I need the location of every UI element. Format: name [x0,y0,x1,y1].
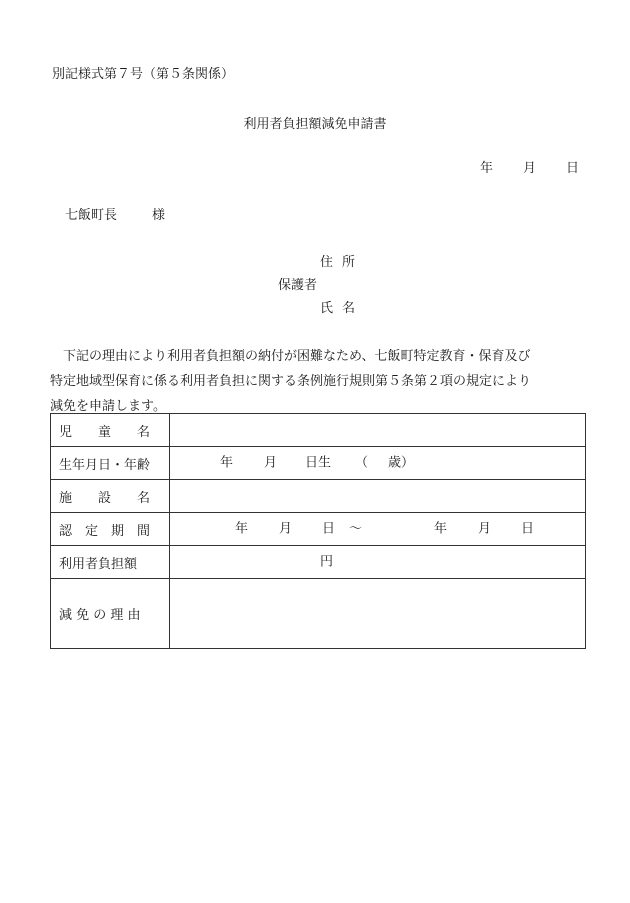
date-year-label: 年 [480,161,494,176]
yen-label: 円 [320,554,334,570]
date-month-label: 月 [523,161,537,176]
period-end-day-label: 日 [521,521,535,537]
age-open-paren: （ [355,455,369,471]
table-row-reduction-reason [51,579,586,649]
birth-year-label: 年 [220,455,234,471]
table-row-birthdate-age [51,447,586,480]
birthdate-age-field[interactable] [170,447,586,480]
birthdate-age-label: 生年月日・年齢 [51,447,170,480]
form-number: 別記様式第７号（第５条関係） [52,67,235,82]
addressee-honorific: 様 [152,208,166,223]
birth-day-label: 日生 [305,455,332,471]
table-row-child-name [51,414,586,447]
document-title: 利用者負担額減免申請書 [243,117,387,132]
table-row-facility-name [51,480,586,513]
certification-period-label: 認 定 期 間 [51,513,170,546]
period-start-month-label: 月 [279,521,293,537]
certification-period-field[interactable] [170,513,586,546]
reduction-reason-field[interactable] [170,579,586,649]
period-end-month-label: 月 [478,521,492,537]
reduction-reason-label: 減 免 の 理 由 [51,579,170,649]
child-name-field[interactable] [170,414,586,447]
period-start-year-label: 年 [235,521,249,537]
facility-name-label: 施 設 名 [51,480,170,513]
table-row-user-fee [51,546,586,579]
addressee-name: 七飯町長 [65,208,118,223]
user-fee-label: 利用者負担額 [51,546,170,579]
date-day-label: 日 [566,161,580,176]
child-name-label: 児 童 名 [51,414,170,447]
guardian-label: 保護者 [278,278,318,293]
facility-name-field[interactable] [170,480,586,513]
period-start-day-label: 日 [322,521,336,537]
age-label: 歳） [388,455,415,471]
application-table [50,413,586,649]
request-body-text: 下記の理由により利用者負担額の納付が困難なため、七飯町特定教育・保育及び 特定地域型保育に係る利用者負担に関する条例施行規則第５条第２項の規定により 減免を申請します。 [50,349,532,414]
user-fee-field[interactable] [170,546,586,579]
name-label: 氏名 [320,301,365,316]
birth-month-label: 月 [264,455,278,471]
period-end-year-label: 年 [434,521,448,537]
table-row-certification-period [51,513,586,546]
period-tilde: ～ [349,521,363,537]
address-label: 住所 [320,255,365,270]
